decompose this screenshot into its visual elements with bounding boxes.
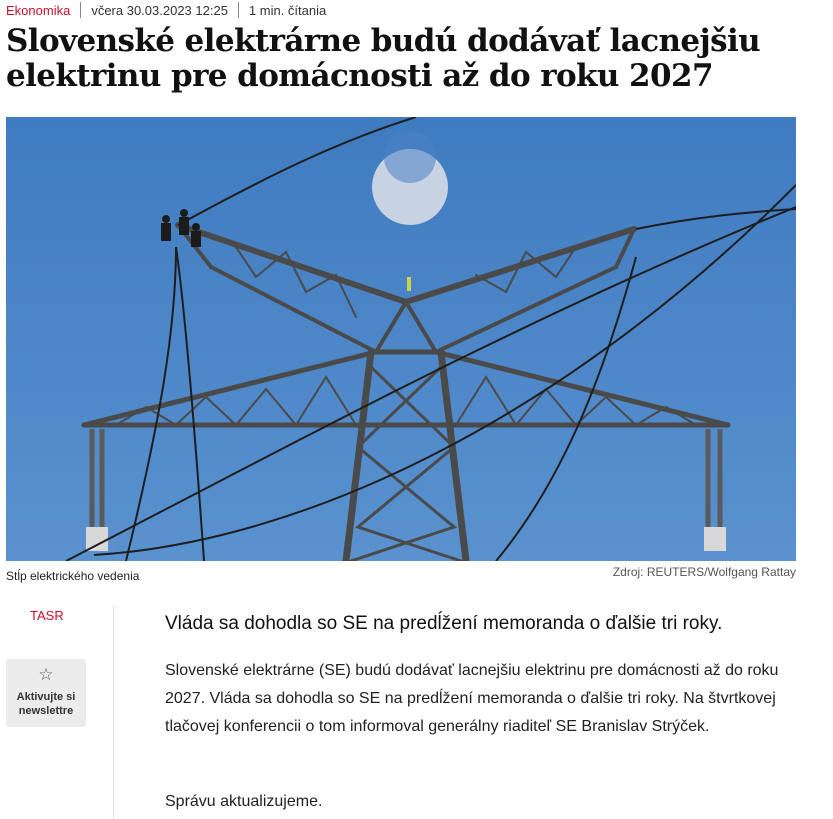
article-title: Slovenské elektrárne budú dodávať lacnejšiu elektrinu pre domácnosti až do roku 2027 bbox=[6, 23, 761, 94]
update-note: Správu aktualizujeme. bbox=[165, 793, 323, 810]
meta-divider bbox=[238, 2, 239, 18]
publish-date: včera 30.03.2023 12:25 bbox=[91, 2, 228, 18]
star-outline-icon: ☆ bbox=[38, 665, 54, 684]
newsletter-label: Aktivujte si newslettre bbox=[16, 691, 76, 717]
source-link[interactable]: TASR bbox=[30, 608, 64, 623]
image-credit: Zdroj: REUTERS/Wolfgang Rattay bbox=[612, 565, 796, 579]
newsletter-button[interactable] bbox=[6, 659, 86, 727]
article-lead: Vláda sa dohodla so SE na predĺžení memoranda o ďalšie tri roky. bbox=[165, 613, 723, 634]
article-meta bbox=[6, 0, 326, 20]
read-time: 1 min. čítania bbox=[248, 2, 327, 18]
article-image[interactable] bbox=[6, 117, 796, 561]
power-pylon-photo bbox=[6, 117, 796, 561]
image-caption: Stĺp elektrického vedenia bbox=[6, 569, 140, 583]
category-link[interactable]: Ekonomika bbox=[6, 2, 71, 18]
sidebar-divider bbox=[113, 605, 114, 819]
article-body: Slovenské elektrárne (SE) budú dodávať lacnejšiu elektrinu pre domácnosti až do roku 2027. Vláda sa dohodla so SE na predĺžení memoranda o ďalšie tri roky. Na štvrtkovej tlačovej konferencii o tom informoval generálny riaditeľ SE Branislav Strýček. bbox=[165, 662, 779, 735]
meta-divider bbox=[80, 2, 81, 18]
article-sidebar bbox=[6, 600, 114, 717]
